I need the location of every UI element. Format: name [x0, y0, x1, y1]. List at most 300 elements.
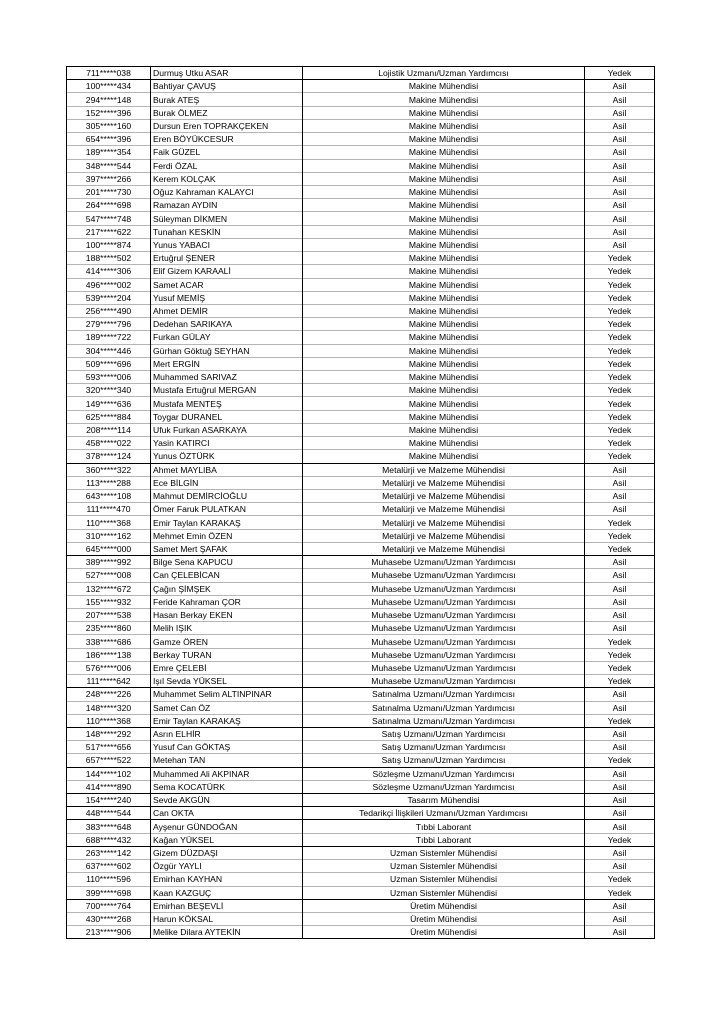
id-cell: 213*****906 — [67, 926, 151, 939]
id-cell: 645*****000 — [67, 542, 151, 555]
status-cell: Yedek — [585, 675, 655, 688]
table-row — [67, 371, 655, 384]
name-cell: Burak ÖLMEZ — [151, 106, 303, 119]
table-row — [67, 913, 655, 926]
table-row — [67, 93, 655, 106]
position-cell: Makine Mühendisi — [303, 265, 585, 278]
status-cell: Yedek — [585, 291, 655, 304]
table-row — [67, 67, 655, 80]
id-cell: 700*****764 — [67, 899, 151, 912]
position-cell: Muhasebe Uzmanı/Uzman Yardımcısı — [303, 661, 585, 674]
position-cell: Metalürji ve Malzeme Mühendisi — [303, 463, 585, 476]
name-cell: Mahmut DEMİRCİOĞLU — [151, 490, 303, 503]
status-cell: Asil — [585, 463, 655, 476]
name-cell: Emirhan KAYHAN — [151, 873, 303, 886]
id-cell: 654*****396 — [67, 133, 151, 146]
table-row — [67, 185, 655, 198]
name-cell: Ece BİLGİN — [151, 476, 303, 489]
status-cell: Asil — [585, 556, 655, 569]
position-cell: Üretim Mühendisi — [303, 926, 585, 939]
name-cell: Yunus ÖZTÜRK — [151, 450, 303, 463]
position-cell: Makine Mühendisi — [303, 159, 585, 172]
id-cell: 711*****038 — [67, 67, 151, 80]
table-row — [67, 357, 655, 370]
status-cell: Yedek — [585, 648, 655, 661]
table-row — [67, 582, 655, 595]
id-cell: 201*****730 — [67, 185, 151, 198]
name-cell: Furkan GÜLAY — [151, 331, 303, 344]
name-cell: Oğuz Kahraman KALAYCI — [151, 185, 303, 198]
position-cell: Makine Mühendisi — [303, 344, 585, 357]
name-cell: Metehan TAN — [151, 754, 303, 767]
name-cell: Yusuf MEMİŞ — [151, 291, 303, 304]
status-cell: Yedek — [585, 410, 655, 423]
position-cell: Muhasebe Uzmanı/Uzman Yardımcısı — [303, 635, 585, 648]
name-cell: Sema KOCATÜRK — [151, 780, 303, 793]
id-cell: 496*****002 — [67, 278, 151, 291]
name-cell: Kerem KOLÇAK — [151, 172, 303, 185]
table-row — [67, 569, 655, 582]
id-cell: 547*****748 — [67, 212, 151, 225]
id-cell: 304*****446 — [67, 344, 151, 357]
position-cell: Muhasebe Uzmanı/Uzman Yardımcısı — [303, 556, 585, 569]
name-cell: Samet Can ÖZ — [151, 701, 303, 714]
name-cell: Mehmet Emin ÖZEN — [151, 529, 303, 542]
id-cell: 149*****636 — [67, 397, 151, 410]
id-cell: 217*****622 — [67, 225, 151, 238]
name-cell: Bilge Sena KAPUCU — [151, 556, 303, 569]
status-cell: Asil — [585, 185, 655, 198]
name-cell: Asrın ELHİR — [151, 727, 303, 740]
position-cell: Makine Mühendisi — [303, 410, 585, 423]
position-cell: Muhasebe Uzmanı/Uzman Yardımcısı — [303, 675, 585, 688]
name-cell: Samet Mert ŞAFAK — [151, 542, 303, 555]
id-cell: 189*****722 — [67, 331, 151, 344]
id-cell: 207*****538 — [67, 608, 151, 621]
position-cell: Lojistik Uzmanı/Uzman Yardımcısı — [303, 67, 585, 80]
table-row — [67, 397, 655, 410]
id-cell: 100*****434 — [67, 80, 151, 93]
position-cell: Makine Mühendisi — [303, 437, 585, 450]
status-cell: Asil — [585, 119, 655, 132]
id-cell: 657*****522 — [67, 754, 151, 767]
position-cell: Uzman Sistemler Mühendisi — [303, 860, 585, 873]
id-cell: 378*****124 — [67, 450, 151, 463]
name-cell: Sevde AKGÜN — [151, 794, 303, 807]
position-cell: Makine Mühendisi — [303, 397, 585, 410]
table-row — [67, 278, 655, 291]
status-cell: Asil — [585, 899, 655, 912]
status-cell: Yedek — [585, 714, 655, 727]
id-cell: 148*****320 — [67, 701, 151, 714]
status-cell: Asil — [585, 622, 655, 635]
name-cell: Emir Taylan KARAKAŞ — [151, 516, 303, 529]
status-cell: Asil — [585, 172, 655, 185]
position-cell: Satış Uzmanı/Uzman Yardımcısı — [303, 727, 585, 740]
position-cell: Makine Mühendisi — [303, 304, 585, 317]
position-cell: Sözleşme Uzmanı/Uzman Yardımcısı — [303, 780, 585, 793]
status-cell: Asil — [585, 569, 655, 582]
position-cell: Tıbbi Laborant — [303, 820, 585, 833]
table-row — [67, 318, 655, 331]
id-cell: 235*****860 — [67, 622, 151, 635]
status-cell: Asil — [585, 146, 655, 159]
name-cell: Gamze ÖREN — [151, 635, 303, 648]
table-row — [67, 688, 655, 701]
status-cell: Asil — [585, 926, 655, 939]
id-cell: 279*****796 — [67, 318, 151, 331]
table-row — [67, 886, 655, 899]
name-cell: Emir Taylan KARAKAŞ — [151, 714, 303, 727]
name-cell: Eren BÖYÜKCESUR — [151, 133, 303, 146]
id-cell: 625*****884 — [67, 410, 151, 423]
id-cell: 256*****490 — [67, 304, 151, 317]
table-row — [67, 463, 655, 476]
position-cell: Makine Mühendisi — [303, 423, 585, 436]
name-cell: Durmuş Utku ASAR — [151, 67, 303, 80]
position-cell: Makine Mühendisi — [303, 238, 585, 251]
status-cell: Yedek — [585, 265, 655, 278]
id-cell: 448*****544 — [67, 807, 151, 820]
id-cell: 414*****890 — [67, 780, 151, 793]
position-cell: Muhasebe Uzmanı/Uzman Yardımcısı — [303, 608, 585, 621]
table-row — [67, 490, 655, 503]
name-cell: Emre ÇELEBİ — [151, 661, 303, 674]
table-row — [67, 304, 655, 317]
name-cell: Kağan YÜKSEL — [151, 833, 303, 846]
position-cell: Muhasebe Uzmanı/Uzman Yardımcısı — [303, 595, 585, 608]
position-cell: Satış Uzmanı/Uzman Yardımcısı — [303, 754, 585, 767]
id-cell: 458*****022 — [67, 437, 151, 450]
name-cell: Emirhan BEŞEVLİ — [151, 899, 303, 912]
name-cell: Can OKTA — [151, 807, 303, 820]
table-row — [67, 331, 655, 344]
table-row — [67, 899, 655, 912]
position-cell: Makine Mühendisi — [303, 106, 585, 119]
name-cell: Ferdi ÖZAL — [151, 159, 303, 172]
id-cell: 111*****470 — [67, 503, 151, 516]
position-cell: Metalürji ve Malzeme Mühendisi — [303, 516, 585, 529]
id-cell: 100*****874 — [67, 238, 151, 251]
status-cell: Asil — [585, 846, 655, 859]
id-cell: 248*****226 — [67, 688, 151, 701]
id-cell: 338*****686 — [67, 635, 151, 648]
position-cell: Muhasebe Uzmanı/Uzman Yardımcısı — [303, 622, 585, 635]
table-row — [67, 410, 655, 423]
table-row — [67, 252, 655, 265]
status-cell: Asil — [585, 133, 655, 146]
name-cell: Melike Dilara AYTEKİN — [151, 926, 303, 939]
position-cell: Makine Mühendisi — [303, 450, 585, 463]
name-cell: Ufuk Furkan ASARKAYA — [151, 423, 303, 436]
name-cell: Ahmet DEMİR — [151, 304, 303, 317]
id-cell: 688*****432 — [67, 833, 151, 846]
id-cell: 509*****696 — [67, 357, 151, 370]
position-cell: Makine Mühendisi — [303, 172, 585, 185]
table-row — [67, 873, 655, 886]
name-cell: Kaan KAZGUÇ — [151, 886, 303, 899]
status-cell: Yedek — [585, 833, 655, 846]
position-cell: Makine Mühendisi — [303, 252, 585, 265]
id-cell: 111*****642 — [67, 675, 151, 688]
id-cell: 320*****340 — [67, 384, 151, 397]
position-cell: Makine Mühendisi — [303, 225, 585, 238]
status-cell: Asil — [585, 820, 655, 833]
table-row — [67, 595, 655, 608]
status-cell: Asil — [585, 490, 655, 503]
id-cell: 148*****292 — [67, 727, 151, 740]
name-cell: Berkay TURAN — [151, 648, 303, 661]
status-cell: Asil — [585, 767, 655, 780]
name-cell: Ahmet MAYLIBA — [151, 463, 303, 476]
id-cell: 113*****288 — [67, 476, 151, 489]
status-cell: Asil — [585, 93, 655, 106]
table-row — [67, 860, 655, 873]
name-cell: Toygar DURANEL — [151, 410, 303, 423]
table-row — [67, 291, 655, 304]
name-cell: Mustafa Ertuğrul MERGAN — [151, 384, 303, 397]
candidate-table — [66, 66, 655, 939]
id-cell: 310*****162 — [67, 529, 151, 542]
id-cell: 110*****368 — [67, 714, 151, 727]
position-cell: Muhasebe Uzmanı/Uzman Yardımcısı — [303, 569, 585, 582]
position-cell: Makine Mühendisi — [303, 212, 585, 225]
name-cell: Süleyman DİKMEN — [151, 212, 303, 225]
status-cell: Asil — [585, 807, 655, 820]
status-cell: Yedek — [585, 635, 655, 648]
position-cell: Tıbbi Laborant — [303, 833, 585, 846]
id-cell: 517*****656 — [67, 741, 151, 754]
status-cell: Yedek — [585, 252, 655, 265]
id-cell: 189*****354 — [67, 146, 151, 159]
status-cell: Yedek — [585, 67, 655, 80]
position-cell: Makine Mühendisi — [303, 371, 585, 384]
name-cell: Mert ERGİN — [151, 357, 303, 370]
table-row — [67, 437, 655, 450]
id-cell: 144*****102 — [67, 767, 151, 780]
position-cell: Muhasebe Uzmanı/Uzman Yardımcısı — [303, 648, 585, 661]
name-cell: Melih IŞIK — [151, 622, 303, 635]
status-cell: Yedek — [585, 754, 655, 767]
table-row — [67, 635, 655, 648]
name-cell: Hasan Berkay EKEN — [151, 608, 303, 621]
name-cell: Tunahan KESKİN — [151, 225, 303, 238]
table-row — [67, 807, 655, 820]
status-cell: Yedek — [585, 450, 655, 463]
table-row — [67, 675, 655, 688]
table-row — [67, 384, 655, 397]
table-row — [67, 754, 655, 767]
status-cell: Asil — [585, 212, 655, 225]
name-cell: Mustafa MENTEŞ — [151, 397, 303, 410]
position-cell: Satınalma Uzmanı/Uzman Yardımcısı — [303, 688, 585, 701]
name-cell: Faik GÜZEL — [151, 146, 303, 159]
id-cell: 110*****596 — [67, 873, 151, 886]
status-cell: Yedek — [585, 304, 655, 317]
name-cell: Ayşenur GÜNDOĞAN — [151, 820, 303, 833]
table-row — [67, 701, 655, 714]
table-row — [67, 172, 655, 185]
table-row — [67, 476, 655, 489]
name-cell: Dedehan SARIKAYA — [151, 318, 303, 331]
status-cell: Yedek — [585, 371, 655, 384]
table-row — [67, 833, 655, 846]
table-row — [67, 727, 655, 740]
table-row — [67, 80, 655, 93]
position-cell: Uzman Sistemler Mühendisi — [303, 886, 585, 899]
name-cell: Gizem DÜZDAŞI — [151, 846, 303, 859]
name-cell: Yunus YABACI — [151, 238, 303, 251]
status-cell: Yedek — [585, 529, 655, 542]
status-cell: Asil — [585, 238, 655, 251]
position-cell: Satış Uzmanı/Uzman Yardımcısı — [303, 741, 585, 754]
table-row — [67, 926, 655, 939]
position-cell: Makine Mühendisi — [303, 278, 585, 291]
position-cell: Tasarım Mühendisi — [303, 794, 585, 807]
candidate-table-body — [67, 67, 655, 939]
name-cell: Ömer Faruk PULATKAN — [151, 503, 303, 516]
table-row — [67, 450, 655, 463]
id-cell: 264*****698 — [67, 199, 151, 212]
position-cell: Metalürji ve Malzeme Mühendisi — [303, 529, 585, 542]
status-cell: Asil — [585, 503, 655, 516]
id-cell: 637*****602 — [67, 860, 151, 873]
id-cell: 414*****306 — [67, 265, 151, 278]
table-row — [67, 661, 655, 674]
status-cell: Asil — [585, 860, 655, 873]
table-row — [67, 146, 655, 159]
id-cell: 348*****544 — [67, 159, 151, 172]
table-row — [67, 225, 655, 238]
table-row — [67, 529, 655, 542]
status-cell: Asil — [585, 80, 655, 93]
id-cell: 383*****648 — [67, 820, 151, 833]
status-cell: Asil — [585, 225, 655, 238]
position-cell: Üretim Mühendisi — [303, 913, 585, 926]
status-cell: Asil — [585, 780, 655, 793]
id-cell: 399*****698 — [67, 886, 151, 899]
id-cell: 110*****368 — [67, 516, 151, 529]
name-cell: Ramazan AYDIN — [151, 199, 303, 212]
id-cell: 263*****142 — [67, 846, 151, 859]
name-cell: Özgür YAYLI — [151, 860, 303, 873]
status-cell: Asil — [585, 913, 655, 926]
position-cell: Satınalma Uzmanı/Uzman Yardımcısı — [303, 701, 585, 714]
name-cell: Samet ACAR — [151, 278, 303, 291]
position-cell: Makine Mühendisi — [303, 80, 585, 93]
table-row — [67, 542, 655, 555]
id-cell: 397*****266 — [67, 172, 151, 185]
table-row — [67, 238, 655, 251]
status-cell: Asil — [585, 106, 655, 119]
status-cell: Asil — [585, 595, 655, 608]
status-cell: Yedek — [585, 873, 655, 886]
table-row — [67, 199, 655, 212]
id-cell: 360*****322 — [67, 463, 151, 476]
id-cell: 527*****008 — [67, 569, 151, 582]
position-cell: Makine Mühendisi — [303, 133, 585, 146]
table-row — [67, 780, 655, 793]
name-cell: Muhammet Selim ALTINPINAR — [151, 688, 303, 701]
status-cell: Yedek — [585, 437, 655, 450]
table-row — [67, 846, 655, 859]
position-cell: Makine Mühendisi — [303, 119, 585, 132]
table-row — [67, 556, 655, 569]
id-cell: 152*****396 — [67, 106, 151, 119]
position-cell: Makine Mühendisi — [303, 331, 585, 344]
id-cell: 208*****114 — [67, 423, 151, 436]
status-cell: Yedek — [585, 886, 655, 899]
id-cell: 430*****268 — [67, 913, 151, 926]
id-cell: 186*****138 — [67, 648, 151, 661]
position-cell: Makine Mühendisi — [303, 357, 585, 370]
status-cell: Yedek — [585, 344, 655, 357]
position-cell: Metalürji ve Malzeme Mühendisi — [303, 542, 585, 555]
position-cell: Üretim Mühendisi — [303, 899, 585, 912]
id-cell: 294*****148 — [67, 93, 151, 106]
table-row — [67, 212, 655, 225]
status-cell: Asil — [585, 582, 655, 595]
position-cell: Makine Mühendisi — [303, 199, 585, 212]
status-cell: Yedek — [585, 516, 655, 529]
status-cell: Yedek — [585, 423, 655, 436]
position-cell: Makine Mühendisi — [303, 318, 585, 331]
status-cell: Asil — [585, 794, 655, 807]
position-cell: Satınalma Uzmanı/Uzman Yardımcısı — [303, 714, 585, 727]
table-row — [67, 516, 655, 529]
name-cell: Feride Kahraman ÇOR — [151, 595, 303, 608]
status-cell: Asil — [585, 608, 655, 621]
id-cell: 155*****932 — [67, 595, 151, 608]
position-cell: Makine Mühendisi — [303, 384, 585, 397]
position-cell: Metalürji ve Malzeme Mühendisi — [303, 490, 585, 503]
status-cell: Asil — [585, 159, 655, 172]
status-cell: Yedek — [585, 661, 655, 674]
status-cell: Yedek — [585, 357, 655, 370]
status-cell: Asil — [585, 701, 655, 714]
table-row — [67, 741, 655, 754]
id-cell: 389*****992 — [67, 556, 151, 569]
table-row — [67, 133, 655, 146]
table-row — [67, 767, 655, 780]
id-cell: 643*****108 — [67, 490, 151, 503]
position-cell: Makine Mühendisi — [303, 185, 585, 198]
position-cell: Tedarikçi İlişkileri Uzmanı/Uzman Yardımcısı — [303, 807, 585, 820]
name-cell: Muhammed SARIVAZ — [151, 371, 303, 384]
status-cell: Yedek — [585, 397, 655, 410]
id-cell: 539*****204 — [67, 291, 151, 304]
status-cell: Yedek — [585, 542, 655, 555]
status-cell: Asil — [585, 727, 655, 740]
table-row — [67, 820, 655, 833]
name-cell: Ertuğrul ŞENER — [151, 252, 303, 265]
name-cell: Gürhan Göktuğ SEYHAN — [151, 344, 303, 357]
table-row — [67, 608, 655, 621]
table-row — [67, 159, 655, 172]
id-cell: 576*****006 — [67, 661, 151, 674]
status-cell: Asil — [585, 199, 655, 212]
name-cell: Işıl Sevda YÜKSEL — [151, 675, 303, 688]
table-row — [67, 794, 655, 807]
id-cell: 154*****240 — [67, 794, 151, 807]
table-row — [67, 714, 655, 727]
position-cell: Makine Mühendisi — [303, 146, 585, 159]
id-cell: 593*****006 — [67, 371, 151, 384]
name-cell: Yasin KATIRCI — [151, 437, 303, 450]
position-cell: Metalürji ve Malzeme Mühendisi — [303, 503, 585, 516]
position-cell: Makine Mühendisi — [303, 291, 585, 304]
table-row — [67, 622, 655, 635]
